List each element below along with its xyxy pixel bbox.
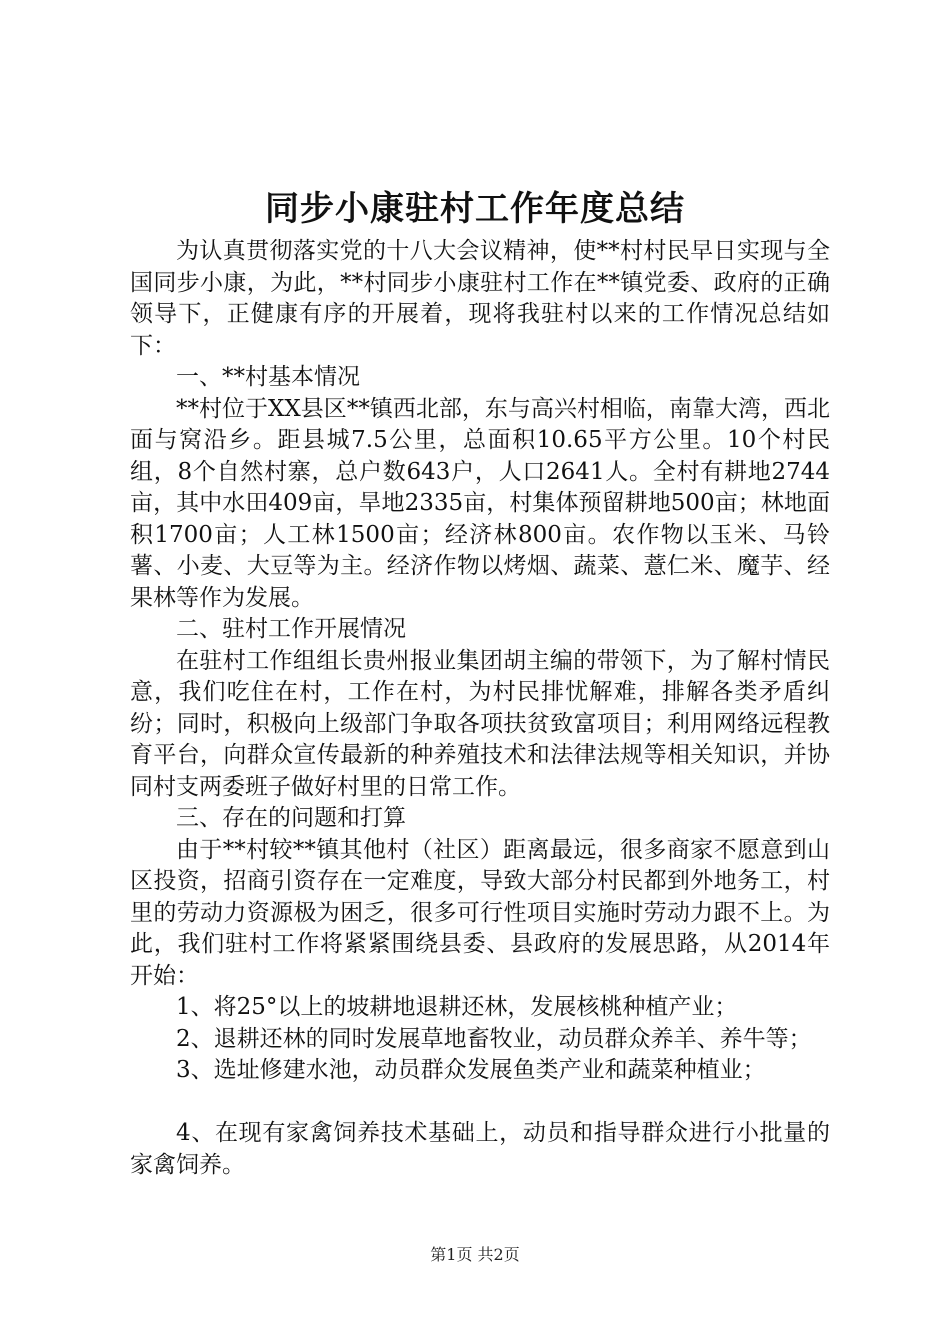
problems-paragraph: 由于**村较**镇其他村（社区）距离最远，很多商家不愿意到山区投资，招商引资存在一定难度，导致大部分村民都到外地务工，村里的劳动力资源极为困乏，很多可行性项目实施时劳动力跟不上。为此，我们驻村工作将紧紧围绕县委、县政府的发展思路，从2014年开始： (130, 836, 830, 989)
basic-info-paragraph: **村位于XX县区**镇西北部，东与高兴村相临，南靠大湾，西北面与窝沿乡。距县城7.5公里，总面积10.65平方公里。10个村民组，8个自然村寨，总户数643户，人口2641人。全村有耕地2744亩，其中水田409亩，旱地2335亩，村集体预留耕地500亩；林地面积1700亩；人工林1500亩；经济林800亩。农作物以玉米、马铃薯、小麦、大豆等为主。经济作物以烤烟、蔬菜、薏仁米、魔芋、经果林等作为发展。 (130, 395, 830, 611)
plan-item-4: 4、在现有家禽饲养技术基础上，动员和指导群众进行小批量的家禽饲养。 (130, 1120, 830, 1178)
section-heading-basic-info: 一、**村基本情况 (176, 364, 360, 390)
page-footer: 第1页 共2页 (430, 1245, 520, 1264)
plan-item-3: 3、选址修建水池，动员群众发展鱼类产业和蔬菜种植业； (176, 1057, 766, 1083)
plan-item-2: 2、退耕还林的同时发展草地畜牧业，动员群众养羊、养牛等； (176, 1025, 812, 1052)
document-body (130, 236, 830, 1181)
intro-paragraph: 为认真贯彻落实党的十八大会议精神，使**村村民早日实现与全国同步小康，为此，**村同步小康驻村工作在**镇党委、政府的正确领导下，正健康有序的开展着，现将我驻村以来的工作情况总结如下： (130, 238, 830, 359)
blank-line (130, 1087, 830, 1119)
section-heading-problems-plans: 三、存在的问题和打算 (176, 805, 406, 831)
document-title: 同步小康驻村工作年度总结 (265, 189, 685, 229)
work-progress-paragraph: 在驻村工作组组长贵州报业集团胡主编的带领下，为了解村情民意，我们吃住在村，工作在村，为村民排忧解难，排解各类矛盾纠纷；同时，积极向上级部门争取各项扶贫致富项目；利用网络远程教育平台，向群众宣传最新的种养殖技术和法律法规等相关知识，并协同村支两委班子做好村里的日常工作。 (130, 647, 830, 800)
section-heading-work-progress: 二、驻村工作开展情况 (176, 616, 406, 642)
plan-item-1: 1、将25°以上的坡耕地退耕还林，发展核桃种植产业； (176, 994, 738, 1020)
